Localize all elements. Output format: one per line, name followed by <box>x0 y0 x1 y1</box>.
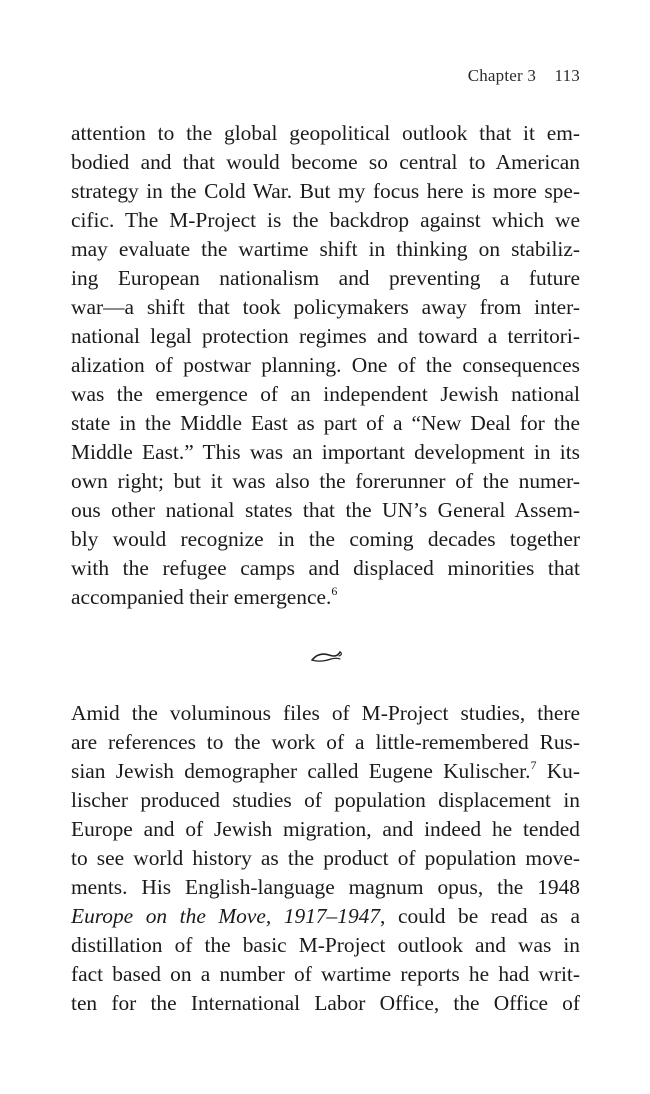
text-line <box>71 902 580 931</box>
running-header <box>468 66 580 86</box>
text-line: distillation of the basic M-Project outlook and was in <box>71 933 580 957</box>
text-line: strategy in the Cold War. But my focus here is more spe- <box>71 179 580 203</box>
text-line: bly would recognize in the coming decades together <box>71 527 580 551</box>
text-line: state in the Middle East as part of a “New Deal for the <box>71 411 580 435</box>
text-line <box>71 583 580 612</box>
text-segment: , could be read as a <box>380 904 580 928</box>
text-line: ing European nationalism and preventing a future <box>71 266 580 290</box>
text-line: ten for the International Labor Office, the Office of <box>71 991 580 1015</box>
text-line: lischer produced studies of population displacement in <box>71 788 580 812</box>
text-line: attention to the global geopolitical outlook that it em- <box>71 121 580 145</box>
section-break-flourish-icon <box>309 645 343 667</box>
text-line: war—a shift that took policymakers away from inter- <box>71 295 580 319</box>
paragraph-2 <box>71 699 580 1018</box>
text-line: Middle East.” This was an important development in its <box>71 440 580 464</box>
text-line: alization of postwar planning. One of the consequences <box>71 353 580 377</box>
text-line: Amid the voluminous files of M-Project studies, there <box>71 701 580 725</box>
text-segment: Ku- <box>536 759 580 783</box>
text-line: ments. His English-language magnum opus, the 1948 <box>71 875 580 899</box>
text-line <box>71 757 580 786</box>
text-line: with the refugee camps and displaced minorities that <box>71 556 580 580</box>
paragraph-1 <box>71 119 580 612</box>
text-line: fact based on a number of wartime reports he had writ- <box>71 962 580 986</box>
page-number: 113 <box>554 66 580 85</box>
book-title-italic: Europe on the Move, 1917–1947 <box>71 904 381 928</box>
footnote-reference: 6 <box>331 584 338 598</box>
footnote-reference: 7 <box>530 758 537 772</box>
text-line: own right; but it was also the forerunner of the numer- <box>71 469 580 493</box>
text-line: may evaluate the wartime shift in thinking on stabiliz- <box>71 237 580 261</box>
text-line-content: accompanied their emergence. <box>71 585 332 609</box>
text-line: cific. The M-Project is the backdrop against which we <box>71 208 580 232</box>
chapter-label: Chapter 3 <box>467 66 537 85</box>
text-line: are references to the work of a little-remembered Rus- <box>71 730 580 754</box>
text-segment: sian Jewish demographer called Eugene Kulischer. <box>71 759 531 783</box>
text-line: bodied and that would become so central to American <box>71 150 580 174</box>
text-line: to see world history as the product of population move- <box>71 846 580 870</box>
text-line: ous other national states that the UN’s General Assem- <box>71 498 580 522</box>
text-line: Europe and of Jewish migration, and indeed he tended <box>71 817 580 841</box>
text-line: national legal protection regimes and toward a territori- <box>71 324 580 348</box>
text-line: was the emergence of an independent Jewish national <box>71 382 580 406</box>
